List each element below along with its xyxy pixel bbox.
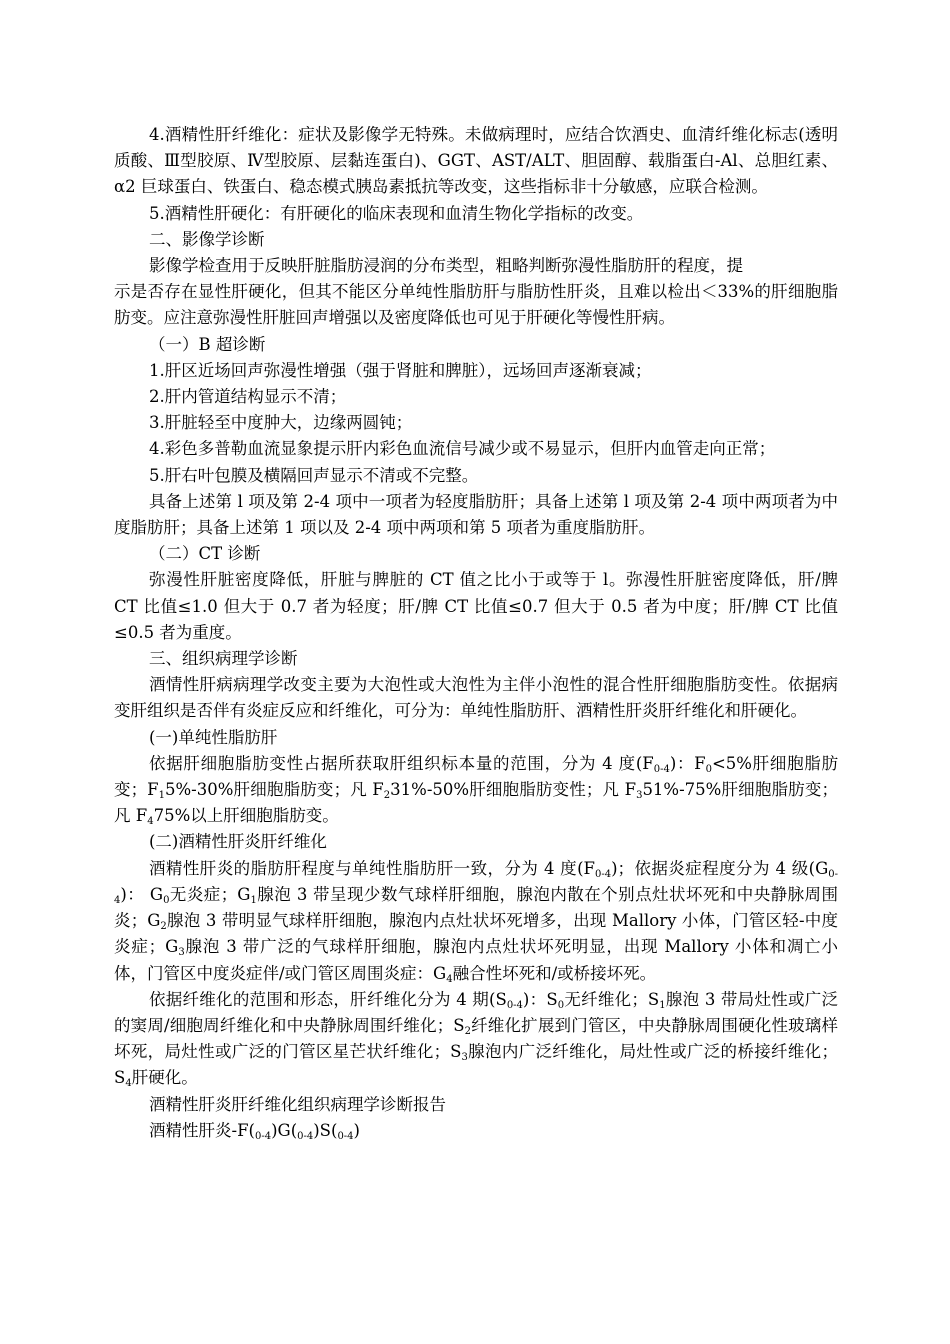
paragraph-text: 腺泡 3 带局灶性或广泛的窦周/细胞周纤维化和中央静脉周围纤维化；S	[114, 989, 838, 1035]
paragraph-text: 融合性坏死和/或桥接坏死。	[452, 963, 657, 983]
paragraph-text: 纤维化扩展到门管区，中央静脉周围硬化性玻璃样坏死，局灶性或广泛的门管区星芒状纤维化；S	[114, 1015, 838, 1062]
paragraph-text: 弥漫性肝脏密度降低，肝脏与脾脏的 CT 值之比小于或等于 l。弥漫性肝脏密度降低，肝/脾 CT 比值≤1.0 但大于 0.7 者为轻度；肝/脾 CT 比值≤0.7 但大于 0.5 者为中度；肝/脾 CT 比值≤0.5 者为重度。	[114, 570, 838, 642]
subscript-text: 0	[705, 763, 712, 775]
paragraph-text: 酒情性肝病病理学改变主要为大泡性或大泡性为主伴小泡性的混合性肝细胞脂肪变性。依据病变肝组织是否伴有炎症反应和纤维化，可分为：单纯性脂肪肝、酒精性肝炎肝纤维化和肝硬化。	[114, 675, 838, 721]
subscript-text: 1	[158, 790, 165, 802]
paragraph-text: 依据肝细胞脂肪变性占据所获取肝组织标本量的范围，分为 4 度(F	[149, 753, 654, 773]
paragraph	[114, 829, 838, 855]
subscript-text: 0-4	[337, 1130, 354, 1142]
paragraph-text: )；依据炎症程度分为 4 级(G	[611, 858, 829, 878]
paragraph	[114, 279, 838, 331]
paragraph-text: 5.肝右叶包膜及横隔回声显示不清或不完整。	[149, 465, 479, 485]
paragraph-text: (一)单纯性脂肪肝	[149, 727, 278, 747]
paragraph-text: )：S	[522, 989, 558, 1009]
paragraph-text: 具备上述第 l 项及第 2-4 项中一项者为轻度脂肪肝；具备上述第 l 项及第 2-4 项中两项者为中度脂肪肝；具备上述第 1 项以及 2-4 项中两项和第 5 项者为重度脂肪肝。	[114, 491, 838, 538]
paragraph-text: 腺泡 3 带呈现少数气球样肝细胞，腺泡内散在个别点灶状坏死和中央静脉周围炎；G	[114, 884, 838, 931]
paragraph	[114, 725, 838, 751]
subscript-text: 0-4	[594, 868, 612, 880]
paragraph-text: （一）B 超诊断	[149, 334, 266, 354]
paragraph-text: 5.酒精性肝硬化：有肝硬化的临床表现和血清生物化学指标的改变。	[149, 203, 644, 223]
paragraph-text: 二、影像学诊断	[149, 229, 265, 249]
paragraph	[114, 1092, 838, 1118]
paragraph-text: 4.彩色多普勒血流显象提示肝内彩色血流信号减少或不易显示，但肝内血管走向正常；	[149, 439, 776, 459]
paragraph-text: 3.肝脏轻至中度肿大，边缘两圆钝；	[149, 413, 413, 433]
subscript-text: 4	[147, 816, 154, 828]
paragraph-text: 31%-50%肝细胞脂肪变性；凡 F	[390, 780, 637, 800]
subscript-text: 0-4	[297, 1130, 314, 1142]
paragraph-text: 51%-75%肝细胞脂肪变；凡 F	[114, 780, 839, 826]
paragraph	[114, 122, 838, 201]
paragraph-text: 酒精性肝炎肝纤维化组织病理学诊断报告	[149, 1094, 446, 1114]
subscript-text: 0-4	[506, 999, 523, 1011]
subscript-text: 0-4	[114, 868, 839, 906]
paragraph	[114, 856, 838, 987]
paragraph	[114, 751, 838, 830]
paragraph	[114, 201, 838, 227]
subscript-text: 2	[160, 921, 167, 933]
paragraph	[114, 541, 838, 567]
paragraph-text: 腺泡 3 带明显气球样肝细胞，腺泡内点灶状坏死增多，出现 Mallory 小体，门管区轻-中度炎症；G	[114, 911, 838, 957]
subscript-text: 4	[446, 973, 453, 985]
paragraph-text: 腺泡内广泛纤维化，局灶性或广泛的桥接纤维化；S	[114, 1042, 839, 1088]
paragraph-text: )G(	[271, 1120, 298, 1140]
paragraph	[114, 463, 838, 489]
subscript-text: 0	[163, 894, 170, 906]
paragraph-text: 肝硬化。	[131, 1068, 198, 1088]
paragraph-text: 2.肝内管道结构显示不清；	[149, 387, 347, 407]
paragraph-text: 腺泡 3 带广泛的气球样肝细胞，腺泡内点灶状坏死明显，出现 Mallory 小体和凋亡小体，门管区中度炎症伴/或门管区周围炎症：G	[114, 937, 839, 983]
subscript-text: 2	[464, 1025, 471, 1037]
paragraph-text: 示是否存在显性肝硬化，但其不能区分单纯性脂肪肝与脂肪性肝炎，且难以检出＜33%的肝细胞脂肪变。应注意弥漫性肝脏回声增强以及密度降低也可见于肝硬化等慢性肝病。	[114, 282, 838, 328]
subscript-text: 3	[636, 790, 643, 802]
paragraph-text: 依据纤维化的范围和形态，肝纤维化分为 4 期(S	[149, 989, 507, 1009]
paragraph-text: 酒精性肝炎-F(	[149, 1120, 255, 1140]
subscript-text: 0-4	[653, 763, 670, 775]
paragraph	[114, 987, 838, 1092]
paragraph-text: 1.肝区近场回声弥漫性增强（强于肾脏和脾脏），远场回声逐渐衰减；	[149, 360, 652, 380]
subscript-text: 0	[557, 999, 565, 1011]
subscript-text: 4	[125, 1078, 132, 1090]
paragraph	[114, 672, 838, 724]
subscript-text: 0-4	[254, 1130, 272, 1142]
paragraph-text: 75%以上肝细胞脂肪变。	[153, 806, 339, 826]
paragraph	[114, 253, 838, 279]
paragraph-text: 无炎症；G	[169, 884, 251, 904]
subscript-text: 2	[383, 790, 391, 802]
paragraph	[114, 358, 838, 384]
paragraph-text: 无纤维化；S	[564, 989, 660, 1009]
paragraph-text: 4.酒精性肝纤维化：症状及影像学无特殊。未做病理时，应结合饮酒史、血清纤维化标志(透明质酸、Ⅲ型胶原、Ⅳ型胶原、层黏连蛋白)、GGT、AST/ALT、胆固醇、载脂蛋白-Al、总胆红素、α2 巨球蛋白、铁蛋白、稳态模式胰岛素抵抗等改变，这些指标非十分敏感，应联合检测。	[114, 125, 838, 197]
paragraph	[114, 1118, 838, 1144]
paragraph-text: )：F	[669, 753, 706, 773]
paragraph	[114, 410, 838, 436]
paragraph-text: 5%-30%肝细胞脂肪变；凡 F	[165, 780, 384, 800]
subscript-text: 3	[461, 1052, 468, 1064]
paragraph	[114, 489, 838, 541]
paragraph-text: )S(	[313, 1120, 338, 1140]
document-page	[114, 122, 838, 1144]
subscript-text: 1	[659, 999, 666, 1011]
paragraph-text: 酒精性肝炎的脂肪肝程度与单纯性脂肪肝一致，分为 4 度(F	[149, 858, 595, 878]
paragraph-text: (二)酒精性肝炎肝纤维化	[149, 832, 327, 852]
paragraph	[114, 384, 838, 410]
paragraph	[114, 567, 838, 646]
paragraph-text: （二）CT 诊断	[149, 544, 261, 564]
paragraph-text: 影像学检查用于反映肝脏脂肪浸润的分布类型，粗略判断弥漫性脂肪肝的程度，提	[149, 256, 743, 276]
paragraph	[114, 436, 838, 462]
paragraph-text: )： G	[120, 884, 164, 904]
paragraph-text: <5%肝细胞脂肪变；F	[114, 753, 838, 800]
subscript-text: 3	[178, 947, 185, 959]
paragraph	[114, 332, 838, 358]
paragraph	[114, 646, 838, 672]
paragraph-text: )	[353, 1120, 360, 1140]
subscript-text: 1	[250, 894, 257, 906]
paragraph	[114, 227, 838, 253]
paragraph-text: 三、组织病理学诊断	[149, 649, 298, 669]
